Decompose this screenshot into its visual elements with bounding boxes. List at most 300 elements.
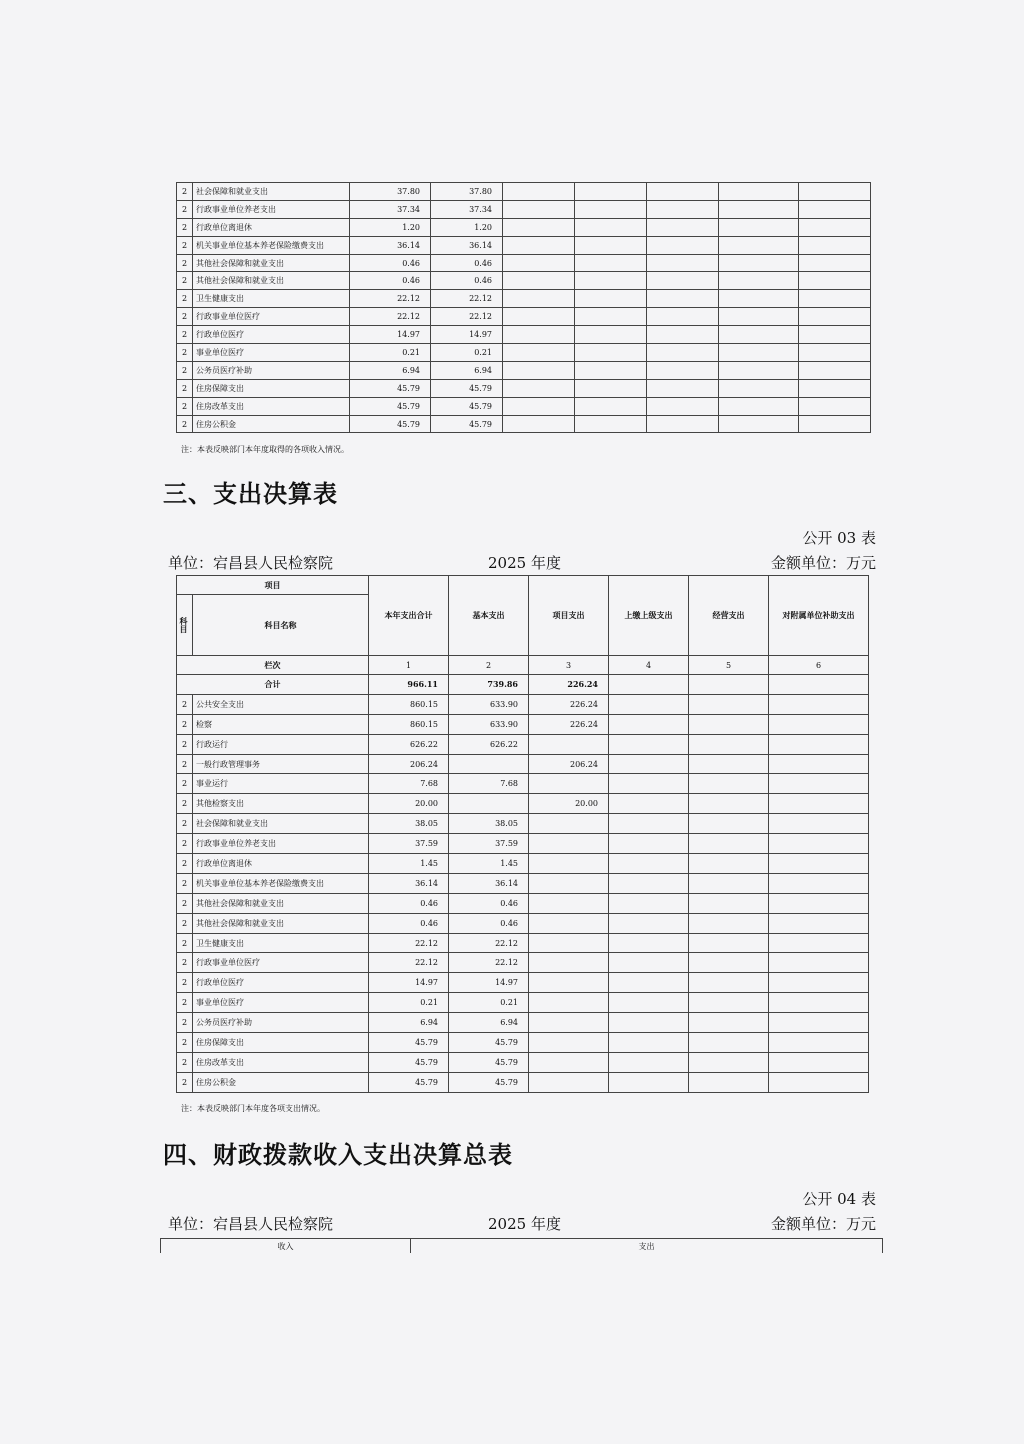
row-project <box>529 1033 609 1053</box>
empty-cell <box>799 254 871 272</box>
table-row <box>177 694 869 714</box>
total-label: 合计 <box>177 675 369 695</box>
table-row <box>177 1052 869 1072</box>
empty-cell <box>609 854 689 874</box>
empty-cell <box>609 993 689 1013</box>
empty-cell <box>689 714 769 734</box>
row-value: 14.97 <box>431 326 503 344</box>
empty-cell <box>799 200 871 218</box>
row-level: 2 <box>177 1033 193 1053</box>
empty-cell <box>689 873 769 893</box>
col-header-total: 本年支出合计 <box>369 576 449 656</box>
row-value: 37.34 <box>350 200 431 218</box>
table-row <box>177 953 869 973</box>
empty-cell <box>503 361 575 379</box>
table-row <box>177 218 871 236</box>
row-name: 社会保障和就业支出 <box>193 183 350 201</box>
empty-cell <box>647 236 719 254</box>
row-name: 行政运行 <box>193 734 369 754</box>
table-row <box>177 814 869 834</box>
row-total: 22.12 <box>369 933 449 953</box>
empty-cell <box>769 893 869 913</box>
row-name: 行政单位离退休 <box>193 218 350 236</box>
empty-cell <box>719 183 799 201</box>
row-project <box>529 814 609 834</box>
row-value: 45.79 <box>350 415 431 433</box>
empty-cell <box>575 415 647 433</box>
row-total: 0.46 <box>369 893 449 913</box>
empty-cell <box>647 183 719 201</box>
row-level: 2 <box>177 1052 193 1072</box>
row-basic: 6.94 <box>449 1013 529 1033</box>
row-name: 公务员医疗补助 <box>193 1013 369 1033</box>
table-row <box>177 933 869 953</box>
empty-cell <box>609 734 689 754</box>
empty-cell <box>503 397 575 415</box>
table-row <box>177 873 869 893</box>
empty-cell <box>647 308 719 326</box>
empty-cell <box>769 794 869 814</box>
unit-label: 单位：宕昌县人民检察院 <box>168 554 334 572</box>
row-level: 2 <box>177 1072 193 1092</box>
row-value: 45.79 <box>431 379 503 397</box>
row-level: 2 <box>177 379 193 397</box>
row-total: 7.68 <box>369 774 449 794</box>
row-name: 社会保障和就业支出 <box>193 814 369 834</box>
currency-label: 金额单位：万元 <box>770 1215 876 1233</box>
row-level: 2 <box>177 854 193 874</box>
empty-cell <box>609 774 689 794</box>
empty-cell <box>769 913 869 933</box>
empty-cell <box>689 893 769 913</box>
empty-cell <box>689 854 769 874</box>
row-total: 37.59 <box>369 834 449 854</box>
col-header-basic: 基本支出 <box>449 576 529 656</box>
empty-cell <box>503 236 575 254</box>
row-level: 2 <box>177 290 193 308</box>
row-project <box>529 953 609 973</box>
row-level: 2 <box>177 694 193 714</box>
row-name: 事业单位医疗 <box>193 993 369 1013</box>
row-name: 行政单位离退休 <box>193 854 369 874</box>
empty-cell <box>719 200 799 218</box>
empty-cell <box>689 694 769 714</box>
empty-cell <box>769 834 869 854</box>
row-value: 45.79 <box>350 397 431 415</box>
empty-cell <box>609 913 689 933</box>
row-total: 14.97 <box>369 973 449 993</box>
row-level: 2 <box>177 973 193 993</box>
row-value: 0.21 <box>431 344 503 362</box>
row-name: 行政事业单位养老支出 <box>193 200 350 218</box>
empty-cell <box>799 397 871 415</box>
empty-cell <box>689 814 769 834</box>
empty-cell <box>799 379 871 397</box>
empty-cell <box>689 933 769 953</box>
empty-cell <box>575 379 647 397</box>
row-total: 1.45 <box>369 854 449 874</box>
row-name: 住房改革支出 <box>193 1052 369 1072</box>
empty-cell <box>769 953 869 973</box>
empty-cell <box>609 1072 689 1092</box>
row-value: 22.12 <box>431 290 503 308</box>
empty-cell <box>799 415 871 433</box>
empty-cell <box>647 415 719 433</box>
empty-cell <box>503 379 575 397</box>
table-row <box>177 236 871 254</box>
row-name: 住房保障支出 <box>193 1033 369 1053</box>
row-value: 22.12 <box>350 290 431 308</box>
row-project <box>529 973 609 993</box>
row-value: 6.94 <box>350 361 431 379</box>
row-name: 住房改革支出 <box>193 397 350 415</box>
empty-cell <box>769 854 869 874</box>
empty-cell <box>575 308 647 326</box>
year-label: 2025 年度 <box>488 554 561 572</box>
row-name: 卫生健康支出 <box>193 290 350 308</box>
row-level: 2 <box>177 272 193 290</box>
row-total: 6.94 <box>369 1013 449 1033</box>
header-kemu: 科目 <box>177 595 193 656</box>
income-table-continuation <box>176 182 871 433</box>
row-value: 36.14 <box>350 236 431 254</box>
col-header-remit: 上缴上级支出 <box>609 576 689 656</box>
row-total: 860.15 <box>369 714 449 734</box>
table-row <box>177 834 869 854</box>
empty-cell <box>689 1013 769 1033</box>
empty-cell <box>769 1013 869 1033</box>
row-total: 45.79 <box>369 1033 449 1053</box>
empty-cell <box>769 873 869 893</box>
empty-cell <box>769 1052 869 1072</box>
empty-cell <box>769 933 869 953</box>
empty-cell <box>799 272 871 290</box>
empty-cell <box>719 218 799 236</box>
empty-cell <box>609 893 689 913</box>
row-basic <box>449 794 529 814</box>
empty-cell <box>609 873 689 893</box>
empty-cell <box>609 694 689 714</box>
row-level: 2 <box>177 344 193 362</box>
row-basic: 22.12 <box>449 953 529 973</box>
empty-cell <box>769 973 869 993</box>
empty-cell <box>769 714 869 734</box>
section-title: 四、财政拨款收入支出决算总表 <box>163 1141 513 1169</box>
row-name: 公共安全支出 <box>193 694 369 714</box>
row-project <box>529 933 609 953</box>
empty-cell <box>689 953 769 973</box>
row-name: 公务员医疗补助 <box>193 361 350 379</box>
table-row <box>177 1072 869 1092</box>
empty-cell <box>609 834 689 854</box>
row-total: 626.22 <box>369 734 449 754</box>
row-basic: 0.46 <box>449 913 529 933</box>
table-row <box>177 379 871 397</box>
empty-cell <box>719 236 799 254</box>
empty-cell <box>503 272 575 290</box>
table-row <box>177 183 871 201</box>
empty-cell <box>689 973 769 993</box>
row-project: 226.24 <box>529 694 609 714</box>
row-basic: 7.68 <box>449 774 529 794</box>
row-project: 20.00 <box>529 794 609 814</box>
row-value: 22.12 <box>350 308 431 326</box>
empty-cell <box>719 290 799 308</box>
table-row <box>177 272 871 290</box>
table-row <box>177 415 871 433</box>
empty-cell <box>575 254 647 272</box>
income-header: 收入 <box>161 1239 411 1254</box>
row-value: 0.21 <box>350 344 431 362</box>
total-v2: 739.86 <box>449 675 529 695</box>
row-name: 机关事业单位基本养老保险缴费支出 <box>193 236 350 254</box>
section-title: 三、支出决算表 <box>163 480 338 508</box>
empty-cell <box>609 1013 689 1033</box>
row-name: 一般行政管理事务 <box>193 754 369 774</box>
empty-cell <box>799 308 871 326</box>
row-basic <box>449 754 529 774</box>
empty-cell <box>647 361 719 379</box>
empty-cell <box>799 236 871 254</box>
row-project <box>529 1013 609 1033</box>
empty-cell <box>647 344 719 362</box>
table-row <box>177 290 871 308</box>
lanci-num: 3 <box>529 656 609 675</box>
empty-cell <box>689 774 769 794</box>
empty-cell <box>689 1033 769 1053</box>
row-name: 其他社会保障和就业支出 <box>193 893 369 913</box>
unit-label: 单位：宕昌县人民检察院 <box>168 1215 334 1233</box>
row-name: 其他检察支出 <box>193 794 369 814</box>
lanci-num: 5 <box>689 656 769 675</box>
lanci-num: 2 <box>449 656 529 675</box>
empty-cell <box>575 361 647 379</box>
row-name: 其他社会保障和就业支出 <box>193 254 350 272</box>
row-value: 37.80 <box>431 183 503 201</box>
table-row <box>177 344 871 362</box>
row-level: 2 <box>177 754 193 774</box>
empty-cell <box>575 183 647 201</box>
table-row <box>177 397 871 415</box>
empty-cell <box>719 415 799 433</box>
row-value: 1.20 <box>431 218 503 236</box>
row-value: 37.34 <box>431 200 503 218</box>
empty-cell <box>769 754 869 774</box>
empty-cell <box>575 397 647 415</box>
row-level: 2 <box>177 415 193 433</box>
row-level: 2 <box>177 794 193 814</box>
row-value: 0.46 <box>350 254 431 272</box>
row-value: 0.46 <box>350 272 431 290</box>
empty-cell <box>689 754 769 774</box>
empty-cell <box>689 993 769 1013</box>
row-project <box>529 1072 609 1092</box>
row-project <box>529 834 609 854</box>
empty-cell <box>647 290 719 308</box>
row-basic: 36.14 <box>449 873 529 893</box>
row-total: 0.21 <box>369 993 449 1013</box>
empty-cell <box>689 794 769 814</box>
row-level: 2 <box>177 814 193 834</box>
table-row <box>177 254 871 272</box>
currency-label: 金额单位：万元 <box>770 554 876 572</box>
row-total: 38.05 <box>369 814 449 834</box>
row-basic: 38.05 <box>449 814 529 834</box>
row-name: 住房公积金 <box>193 1072 369 1092</box>
table-row <box>177 308 871 326</box>
row-total: 206.24 <box>369 754 449 774</box>
table-row <box>177 361 871 379</box>
empty-cell <box>503 183 575 201</box>
row-basic: 22.12 <box>449 933 529 953</box>
empty-cell <box>769 734 869 754</box>
empty-cell <box>719 272 799 290</box>
empty-cell <box>719 254 799 272</box>
expenditure-table <box>176 575 869 1093</box>
row-level: 2 <box>177 714 193 734</box>
row-basic: 0.46 <box>449 893 529 913</box>
empty-cell <box>647 379 719 397</box>
year-label: 2025 年度 <box>488 1215 561 1233</box>
row-total: 45.79 <box>369 1052 449 1072</box>
row-project <box>529 774 609 794</box>
header-xiangmu: 项目 <box>177 576 369 595</box>
row-name: 行政单位医疗 <box>193 326 350 344</box>
empty-cell <box>609 754 689 774</box>
table-row <box>177 326 871 344</box>
empty-cell <box>575 290 647 308</box>
empty-cell <box>799 361 871 379</box>
expense-header: 支出 <box>411 1239 883 1254</box>
empty-cell <box>647 200 719 218</box>
header-lanci: 栏次 <box>177 656 369 675</box>
empty-cell <box>689 1072 769 1092</box>
row-name: 行政事业单位养老支出 <box>193 834 369 854</box>
empty-cell <box>575 272 647 290</box>
total-v3: 226.24 <box>529 675 609 695</box>
table-id: 公开 04 表 <box>802 1190 876 1208</box>
row-basic: 633.90 <box>449 694 529 714</box>
table-row <box>177 200 871 218</box>
row-level: 2 <box>177 953 193 973</box>
empty-cell <box>689 834 769 854</box>
empty-cell <box>689 913 769 933</box>
row-level: 2 <box>177 993 193 1013</box>
empty-cell <box>609 1033 689 1053</box>
lanci-num: 6 <box>769 656 869 675</box>
empty-cell <box>799 326 871 344</box>
row-basic: 1.45 <box>449 854 529 874</box>
row-name: 行政事业单位医疗 <box>193 953 369 973</box>
row-total: 22.12 <box>369 953 449 973</box>
empty-cell <box>647 272 719 290</box>
table-row <box>177 893 869 913</box>
row-total: 0.46 <box>369 913 449 933</box>
row-value: 45.79 <box>431 397 503 415</box>
row-project <box>529 893 609 913</box>
row-level: 2 <box>177 834 193 854</box>
empty-cell <box>719 379 799 397</box>
table-row <box>177 1013 869 1033</box>
empty-cell <box>609 973 689 993</box>
row-value: 45.79 <box>350 379 431 397</box>
table-row <box>177 734 869 754</box>
row-level: 2 <box>177 326 193 344</box>
row-level: 2 <box>177 397 193 415</box>
empty-cell <box>719 308 799 326</box>
empty-cell <box>719 344 799 362</box>
row-basic: 45.79 <box>449 1072 529 1092</box>
table-row <box>177 794 869 814</box>
empty-cell <box>769 694 869 714</box>
empty-cell <box>647 254 719 272</box>
table-id: 公开 03 表 <box>802 529 876 547</box>
empty-cell <box>769 814 869 834</box>
row-name: 住房公积金 <box>193 415 350 433</box>
col-header-operating: 经营支出 <box>689 576 769 656</box>
row-name: 其他社会保障和就业支出 <box>193 272 350 290</box>
table-note: 注：本表反映部门本年度取得的各项收入情况。 <box>181 445 349 454</box>
empty-cell <box>769 774 869 794</box>
row-name: 行政单位医疗 <box>193 973 369 993</box>
empty-cell <box>575 326 647 344</box>
empty-cell <box>799 344 871 362</box>
row-basic: 633.90 <box>449 714 529 734</box>
row-level: 2 <box>177 308 193 326</box>
empty-cell <box>503 344 575 362</box>
empty-cell <box>719 361 799 379</box>
row-project <box>529 913 609 933</box>
empty-cell <box>609 814 689 834</box>
empty-cell <box>575 200 647 218</box>
row-level: 2 <box>177 254 193 272</box>
row-basic: 45.79 <box>449 1033 529 1053</box>
table-row <box>177 714 869 734</box>
empty-cell <box>689 1052 769 1072</box>
table-row <box>177 774 869 794</box>
row-level: 2 <box>177 218 193 236</box>
empty-cell <box>719 397 799 415</box>
row-value: 0.46 <box>431 272 503 290</box>
empty-cell <box>647 326 719 344</box>
row-basic: 0.21 <box>449 993 529 1013</box>
row-name: 机关事业单位基本养老保险缴费支出 <box>193 873 369 893</box>
row-level: 2 <box>177 933 193 953</box>
empty-cell <box>575 344 647 362</box>
empty-cell <box>769 993 869 1013</box>
table-row <box>177 854 869 874</box>
row-basic: 37.59 <box>449 834 529 854</box>
row-level: 2 <box>177 1013 193 1033</box>
row-project: 206.24 <box>529 754 609 774</box>
table-row <box>177 973 869 993</box>
row-level: 2 <box>177 774 193 794</box>
row-name: 事业单位医疗 <box>193 344 350 362</box>
empty-cell <box>769 1072 869 1092</box>
row-level: 2 <box>177 200 193 218</box>
row-level: 2 <box>177 183 193 201</box>
row-project: 226.24 <box>529 714 609 734</box>
table-row <box>177 913 869 933</box>
row-name: 卫生健康支出 <box>193 933 369 953</box>
row-project <box>529 873 609 893</box>
row-total: 860.15 <box>369 694 449 714</box>
row-level: 2 <box>177 236 193 254</box>
total-v1: 966.11 <box>369 675 449 695</box>
empty-cell <box>609 953 689 973</box>
lanci-num: 4 <box>609 656 689 675</box>
row-value: 36.14 <box>431 236 503 254</box>
